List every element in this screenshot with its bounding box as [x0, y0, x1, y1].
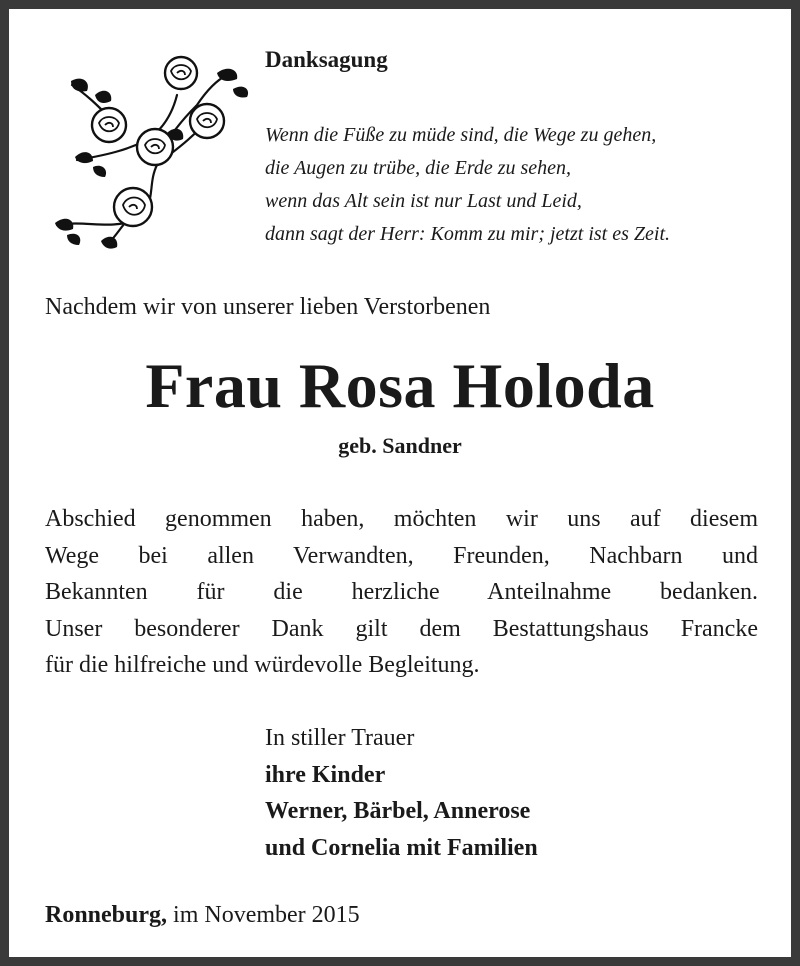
paragraph-line: für die hilfreiche und würdevolle Begleitung. — [45, 652, 480, 678]
signature-block — [265, 720, 538, 866]
poem — [265, 119, 670, 251]
deceased-name: Frau Rosa Holoda — [145, 350, 655, 421]
paragraph-line: Abschied genommen haben, möchten wir uns auf diesem — [45, 506, 758, 532]
rose-branch-icon — [47, 45, 252, 255]
footer-place-date — [45, 902, 360, 929]
poem-line: dann sagt der Herr: Komm zu mir; jetzt ist es Zeit. — [265, 223, 670, 245]
signature-line: und Cornelia mit Familien — [265, 834, 538, 861]
poem-line: wenn das Alt sein ist nur Last und Leid, — [265, 190, 582, 212]
paragraph-line: Wege bei allen Verwandten, Freunden, Nachbarn und — [45, 542, 758, 569]
footer-place: Ronneburg, — [45, 902, 168, 928]
heading-thanks: Danksagung — [265, 47, 388, 72]
signature-line: Werner, Bärbel, Annerose — [265, 798, 531, 824]
poem-line: die Augen zu trübe, die Erde zu sehen, — [265, 157, 572, 179]
paragraph-line: Bekannten für die herzliche Anteilnahme bedanken. — [45, 579, 758, 605]
footer-date: im November 2015 — [173, 902, 360, 928]
signature-intro: In stiller Trauer — [265, 725, 415, 751]
intro-text: Nachdem wir von unserer lieben Verstorbenen — [45, 294, 491, 320]
poem-line: Wenn die Füße zu müde sind, die Wege zu gehen, — [265, 124, 657, 146]
signature-line: ihre Kinder — [265, 761, 386, 788]
thanks-paragraph — [45, 501, 758, 684]
maiden-name: geb. Sandner — [338, 433, 462, 458]
paragraph-line: Unser besonderer Dank gilt dem Bestattungshaus Francke — [45, 615, 758, 642]
